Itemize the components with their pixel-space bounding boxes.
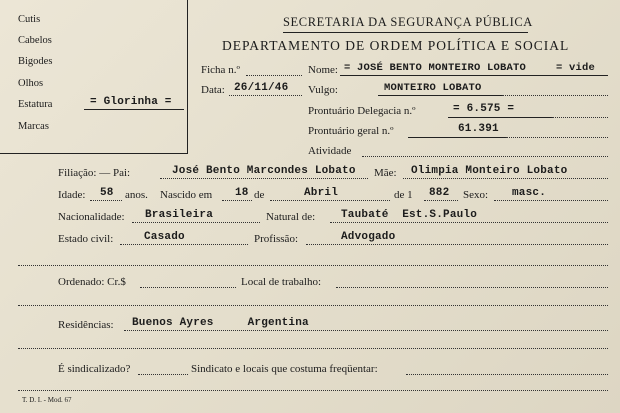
- departamento-heading: DEPARTAMENTO DE ORDEM POLÍTICA E SOCIAL: [222, 38, 570, 53]
- cabelos-label: Cabelos: [18, 35, 52, 46]
- olhos-label: Olhos: [18, 78, 44, 89]
- idade-value: 58: [100, 187, 114, 199]
- vulgo-label: Vulgo:: [308, 84, 338, 96]
- secretaria-heading: SECRETARIA DA SEGURANÇA PÚBLICA: [283, 15, 533, 29]
- estatura-underline: [84, 109, 184, 110]
- pront-deleg-line: [552, 117, 608, 118]
- local-trabalho-line: [336, 287, 608, 288]
- atividade-label: Atividade: [308, 145, 352, 157]
- vulgo-line: [502, 95, 608, 96]
- pront-deleg-label: Prontuário Delegacia n.º: [308, 105, 416, 117]
- idade-label: Idade:: [58, 189, 86, 201]
- blank-line-3: [18, 348, 608, 349]
- data-value: 26/11/46: [234, 82, 289, 94]
- vulgo-value: MONTEIRO LOBATO: [384, 82, 482, 94]
- sindicato-label: Sindicato e locais que costuma freqüentar:: [191, 363, 378, 375]
- sindicalizado-label: É sindicalizado?: [58, 363, 131, 375]
- nome-suffix: = vide: [556, 62, 596, 74]
- nome-underline: [340, 75, 608, 76]
- dia-line: [222, 200, 252, 201]
- pront-deleg-underline: [448, 117, 552, 118]
- mae-line: [403, 178, 608, 179]
- mes-line: [270, 200, 390, 201]
- anos-label: anos.: [125, 189, 148, 201]
- natural-label: Natural de:: [266, 211, 316, 223]
- pront-deleg-value: = 6.575 =: [453, 103, 515, 115]
- estatura-value: = Glorinha =: [90, 96, 172, 108]
- profissao-value: Advogado: [341, 231, 396, 243]
- pront-geral-line: [506, 137, 608, 138]
- nacionalidade-label: Nacionalidade:: [58, 211, 125, 223]
- local-trabalho-label: Local de trabalho:: [241, 276, 322, 288]
- marcas-label: Marcas: [18, 121, 49, 132]
- bigodes-label: Bigodes: [18, 56, 53, 67]
- natural-value: Taubaté Est.S.Paulo: [341, 209, 478, 221]
- nacionalidade-line: [132, 222, 260, 223]
- mae-value: Olimpia Monteiro Lobato: [411, 165, 568, 177]
- blank-line-2: [18, 305, 608, 306]
- nacionalidade-value: Brasileira: [145, 209, 214, 221]
- de1-label: de: [254, 189, 265, 201]
- pront-geral-value: 61.391: [458, 123, 499, 135]
- sexo-value: masc.: [512, 187, 547, 199]
- data-line: [229, 95, 302, 96]
- atividade-line: [362, 156, 608, 157]
- mes-value: Abril: [304, 187, 339, 199]
- data-label: Data:: [201, 84, 225, 96]
- vulgo-underline: [378, 95, 502, 96]
- blank-line-4: [18, 390, 608, 391]
- nome-label: Nome:: [308, 64, 338, 76]
- form-code: T. D. I. - Mod. 67: [22, 396, 72, 404]
- estado-civil-line: [120, 244, 248, 245]
- dia-value: 18: [235, 187, 249, 199]
- sexo-line: [494, 200, 608, 201]
- estatura-label: Estatura: [18, 99, 53, 110]
- blank-line-1: [18, 265, 608, 266]
- pront-geral-underline: [408, 137, 506, 138]
- filiacao-label: Filiação: — Pai:: [58, 167, 131, 179]
- idade-line: [90, 200, 122, 201]
- ano-line: [424, 200, 458, 201]
- estado-civil-label: Estado civil:: [58, 233, 114, 245]
- ano-value: 882: [429, 187, 450, 199]
- nascido-label: Nascido em: [160, 189, 213, 201]
- profissao-line: [306, 244, 608, 245]
- ordenado-label: Ordenado: Cr.$: [58, 276, 126, 288]
- sexo-label: Sexo:: [463, 189, 489, 201]
- pai-line: [160, 178, 368, 179]
- natural-line: [330, 222, 608, 223]
- ficha-line: [246, 75, 302, 76]
- profissao-label: Profissão:: [254, 233, 298, 245]
- pai-value: José Bento Marcondes Lobato: [172, 165, 356, 177]
- sindicalizado-line: [138, 374, 188, 375]
- de2-label: de 1: [394, 189, 413, 201]
- sindicato-line: [406, 374, 608, 375]
- residencias-line: [124, 330, 608, 331]
- cutis-label: Cutis: [18, 14, 41, 25]
- ordenado-line: [140, 287, 236, 288]
- mae-label: Mãe:: [374, 167, 397, 179]
- residencias-label: Residências:: [58, 319, 114, 331]
- nome-value: = JOSÉ BENTO MONTEIRO LOBATO: [344, 62, 527, 74]
- residencias-value: Buenos Ayres Argentina: [132, 317, 309, 329]
- pront-geral-label: Prontuário geral n.º: [308, 125, 394, 137]
- secretaria-underline: [283, 32, 528, 33]
- ficha-label: Ficha n.º: [201, 64, 240, 76]
- estado-civil-value: Casado: [144, 231, 185, 243]
